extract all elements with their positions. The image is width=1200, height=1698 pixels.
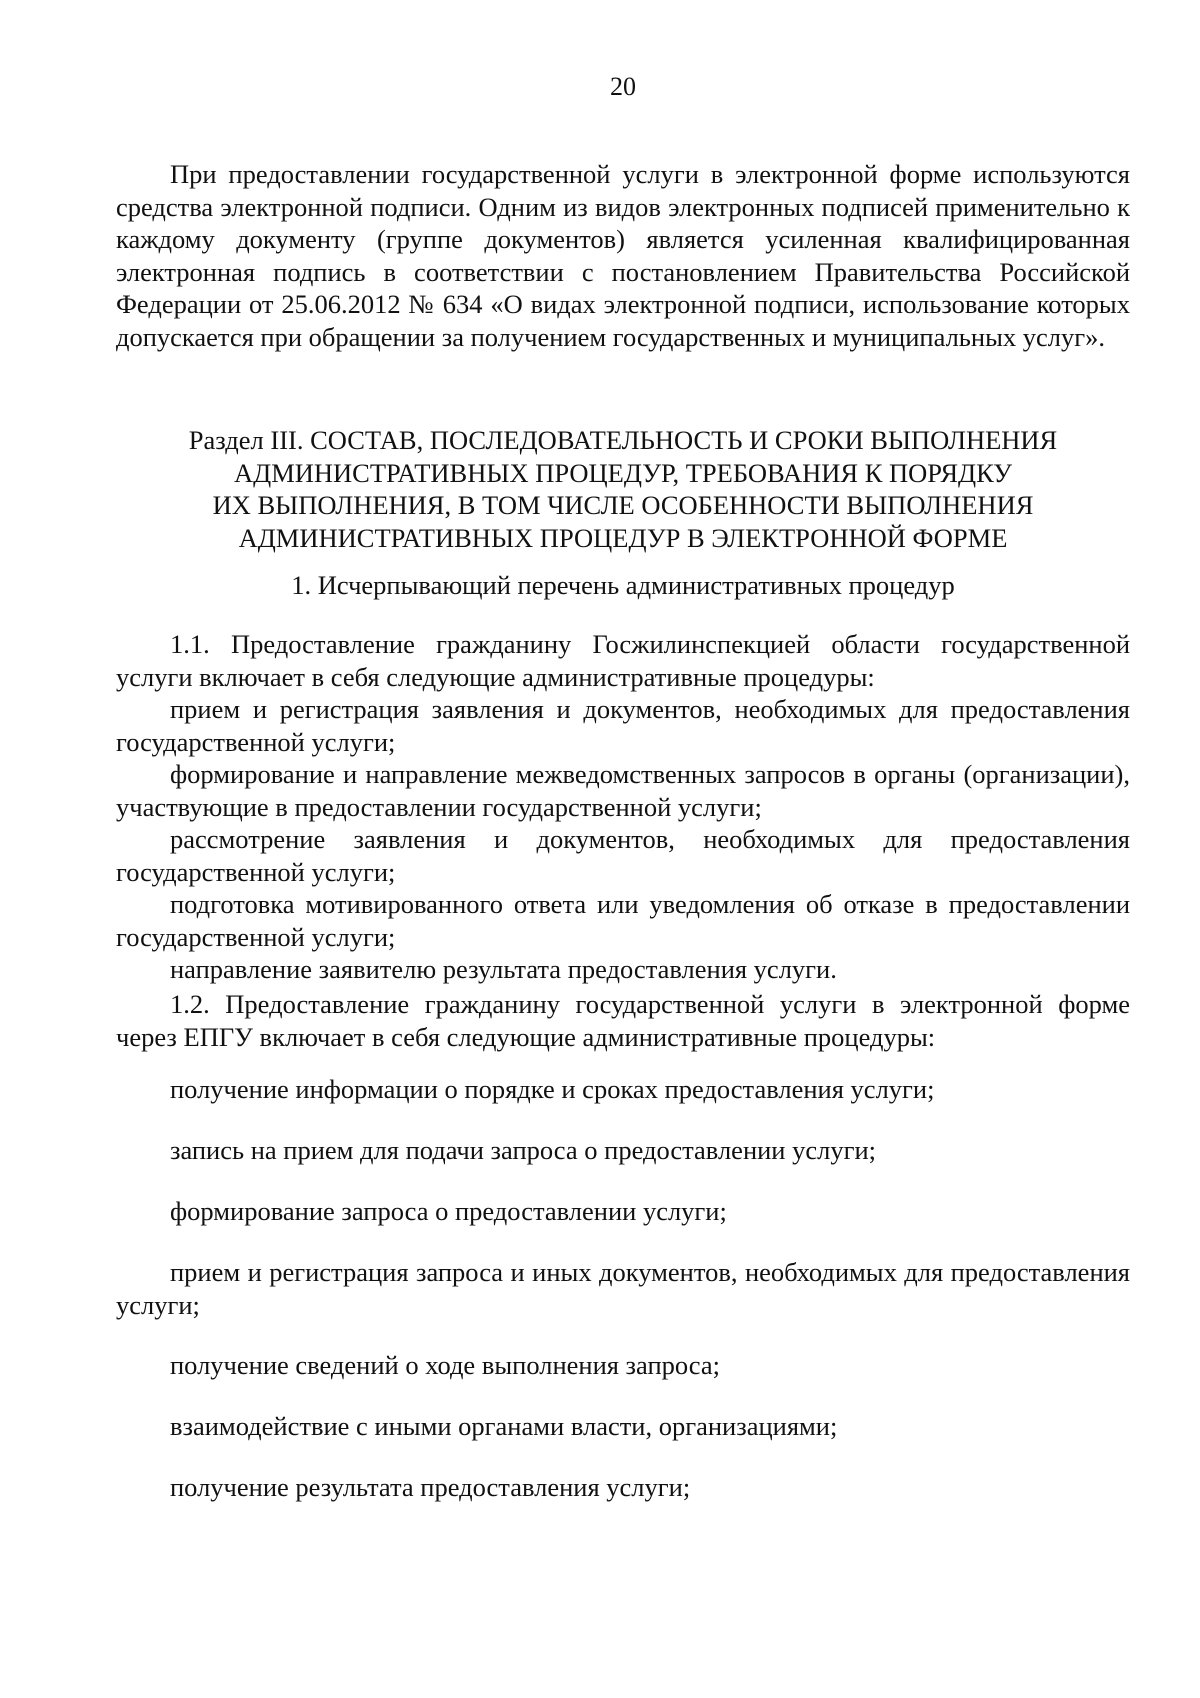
clause-1-1-item: рассмотрение заявления и документов, необходимых для предоставления государственной услуги; (116, 824, 1130, 887)
clause-1-2-item: получение информации о порядке и сроках предоставления услуги; (170, 1074, 935, 1104)
clause-1-2-item-block (116, 1256, 1130, 1321)
clause-1-2-item-block (116, 1349, 1130, 1382)
clause-1-2-intro: 1.2. Предоставление гражданину государственной услуги в электронной форме через ЕПГУ включает в себя следующие административные процедуры: (116, 989, 1130, 1052)
section-heading-line: Раздел III. СОСТАВ, ПОСЛЕДОВАТЕЛЬНОСТЬ И СРОКИ ВЫПОЛНЕНИЯ (188, 425, 1058, 455)
clause-1-2-item-block (116, 1195, 1130, 1228)
section-heading-line: АДМИНИСТРАТИВНЫХ ПРОЦЕДУР В ЭЛЕКТРОННОЙ ФОРМЕ (238, 522, 1008, 553)
clause-1-2 (116, 988, 1130, 1053)
clause-1-1 (116, 628, 1130, 986)
clause-1-2-item-block (116, 1073, 1130, 1106)
page-number: 20 (610, 72, 636, 101)
clause-1-1-item: направление заявителю результата предоставления услуги. (170, 954, 837, 984)
clause-1-2-item: получение результата предоставления услуги; (170, 1472, 691, 1502)
intro-section (116, 158, 1130, 353)
section-heading-text (116, 424, 1130, 554)
clause-1-2-item: получение сведений о ходе выполнения запроса; (170, 1350, 720, 1380)
clause-1-2-item: запись на прием для подачи запроса о предоставлении услуги; (170, 1135, 877, 1165)
clause-1-2-item-block (116, 1134, 1130, 1167)
clause-1-2-item-block (116, 1410, 1130, 1443)
clause-1-2-item-block (116, 1471, 1130, 1504)
clause-1-2-item: прием и регистрация запроса и иных документов, необходимых для предоставления услуги; (116, 1257, 1130, 1320)
clause-1-2-item: взаимодействие с иными органами власти, организациями; (170, 1411, 838, 1441)
intro-paragraph: При предоставлении государственной услуги в электронной форме используются средства электронной подписи. Одним из видов электронных подписей применительно к каждому документу (группе документов) является усиленная квалифицированная электронная подпись в соответствии с постановлением Правительства Российской Федерации от 25.06.2012 № 634 «О видах электронной подписи, использование которых допускается при обращении за получением государственных и муниципальных услуг». (116, 159, 1130, 352)
clause-1-1-item: прием и регистрация заявления и документов, необходимых для предоставления государственной услуги; (116, 694, 1130, 757)
section-heading-line: ИХ ВЫПОЛНЕНИЯ, В ТОМ ЧИСЛЕ ОСОБЕННОСТИ ВЫПОЛНЕНИЯ (212, 490, 1034, 520)
section-heading (116, 424, 1130, 554)
section-heading-line: АДМИНИСТРАТИВНЫХ ПРОЦЕДУР, ТРЕБОВАНИЯ К ПОРЯДКУ (233, 457, 1013, 488)
subsection-title-text: 1. Исчерпывающий перечень административных процедур (291, 570, 955, 600)
clause-1-1-intro: 1.1. Предоставление гражданину Госжилинспекцией области государственной услуги включает в себя следующие административные процедуры: (116, 629, 1130, 692)
clause-1-1-item: формирование и направление межведомственных запросов в органы (организации), участвующие в предоставлении государственной услуги; (116, 759, 1130, 822)
clause-1-1-item: подготовка мотивированного ответа или уведомления об отказе в предоставлении государственной услуги; (116, 889, 1130, 952)
clause-1-2-item: формирование запроса о предоставлении услуги; (170, 1196, 727, 1226)
subsection-title (116, 569, 1130, 602)
